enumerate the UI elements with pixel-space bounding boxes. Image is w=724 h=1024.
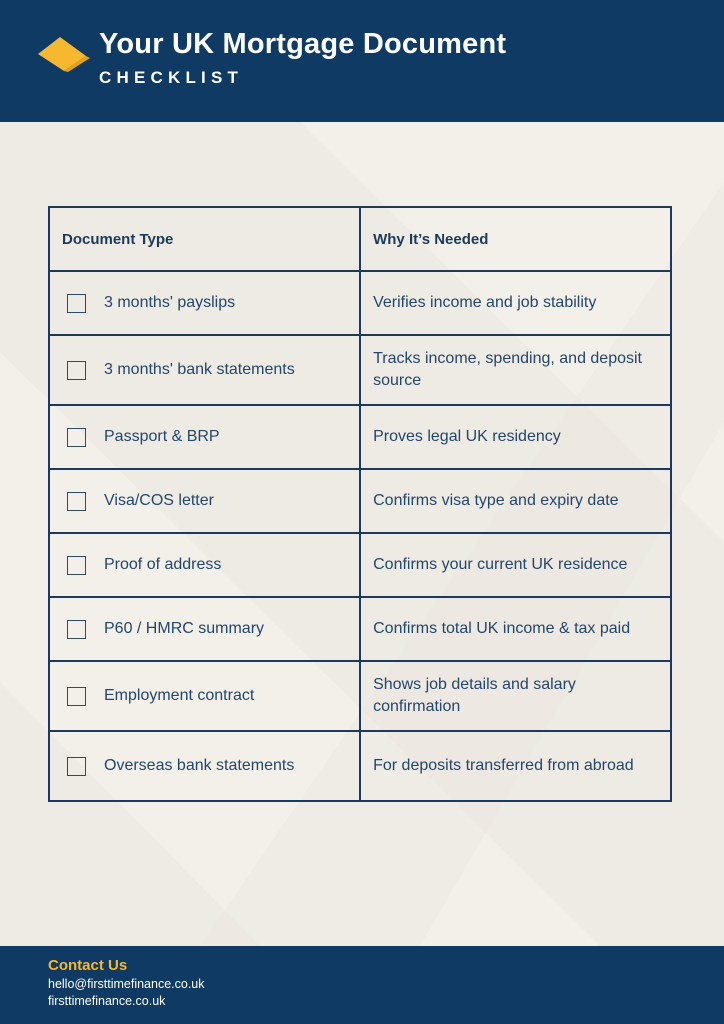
document-label: P60 / HMRC summary	[104, 620, 265, 637]
column-header-why-needed: Why It’s Needed	[360, 207, 671, 271]
document-label: Proof of address	[104, 556, 222, 573]
document-cell	[49, 405, 360, 469]
document-label: Overseas bank statements	[104, 757, 295, 774]
table-row	[49, 271, 671, 335]
contact-website-link[interactable]: firsttimefinance.co.uk	[48, 994, 166, 1008]
reason-cell: Confirms total UK income & tax paid	[360, 597, 671, 661]
document-cell	[49, 661, 360, 731]
document-checklist-table	[48, 206, 672, 802]
page-subtitle: CHECKLIST	[99, 68, 244, 87]
document-cell	[49, 469, 360, 533]
checkbox[interactable]	[67, 757, 86, 776]
reason-cell: Verifies income and job stability	[360, 271, 671, 335]
checkbox[interactable]	[67, 294, 86, 313]
document-cell	[49, 335, 360, 405]
contact-email-link[interactable]: hello@firsttimefinance.co.uk	[48, 977, 205, 991]
reason-cell: Proves legal UK residency	[360, 405, 671, 469]
table-row	[49, 597, 671, 661]
reason-cell: Confirms visa type and expiry date	[360, 469, 671, 533]
checkbox[interactable]	[67, 620, 86, 639]
contact-heading: Contact Us	[48, 957, 128, 974]
document-label: 3 months' bank statements	[104, 361, 295, 378]
document-cell	[49, 597, 360, 661]
page-footer	[0, 946, 724, 1024]
house-roof-logo-icon	[38, 36, 90, 72]
checkbox[interactable]	[67, 361, 86, 380]
reason-cell: Confirms your current UK residence	[360, 533, 671, 597]
page-title: Your UK Mortgage Document	[99, 28, 507, 60]
page-header	[0, 0, 724, 122]
document-cell	[49, 731, 360, 801]
checkbox[interactable]	[67, 492, 86, 511]
checkbox[interactable]	[67, 556, 86, 575]
reason-cell: For deposits transferred from abroad	[360, 731, 671, 801]
table-header-row	[49, 207, 671, 271]
table-row	[49, 731, 671, 801]
column-header-document-type: Document Type	[49, 207, 360, 271]
table-row	[49, 469, 671, 533]
reason-cell: Shows job details and salary confirmation	[360, 661, 671, 731]
table-row	[49, 661, 671, 731]
reason-cell: Tracks income, spending, and deposit source	[360, 335, 671, 405]
document-label: 3 months' payslips	[104, 294, 236, 311]
document-label: Visa/COS letter	[104, 492, 214, 509]
table-row	[49, 533, 671, 597]
document-cell	[49, 271, 360, 335]
document-label: Passport & BRP	[104, 428, 220, 445]
table-row	[49, 335, 671, 405]
checkbox[interactable]	[67, 687, 86, 706]
table-row	[49, 405, 671, 469]
document-cell	[49, 533, 360, 597]
checkbox[interactable]	[67, 428, 86, 447]
document-label: Employment contract	[104, 687, 255, 704]
